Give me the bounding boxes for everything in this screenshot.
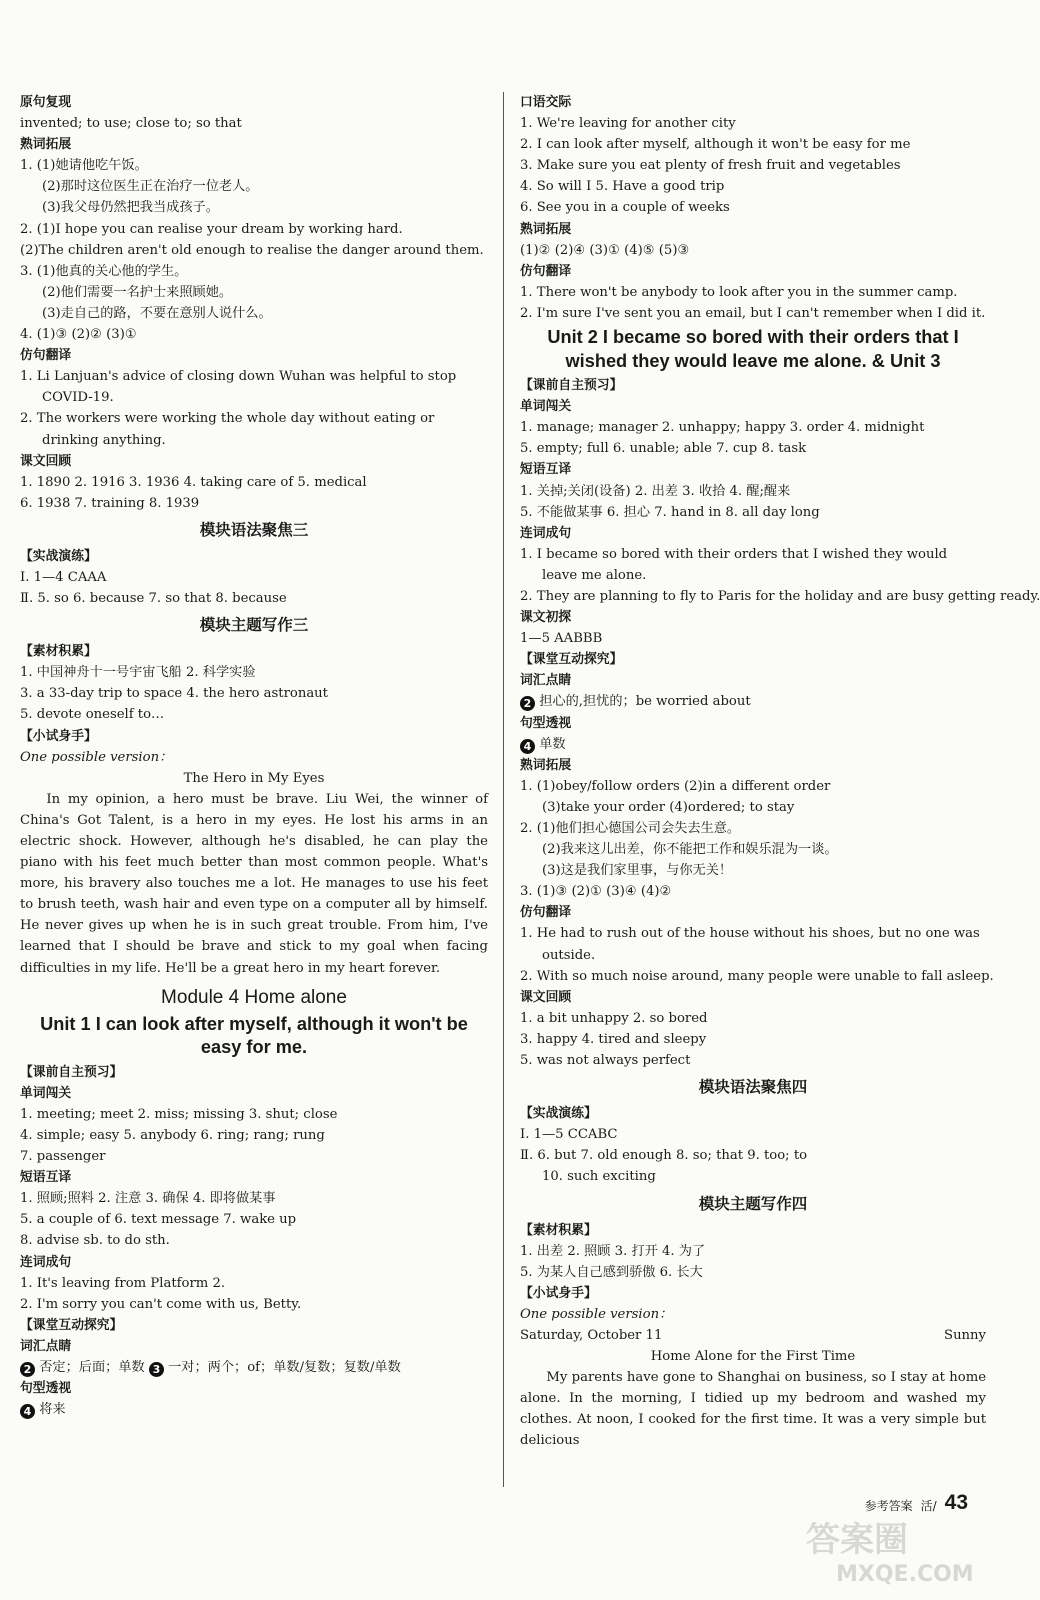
answer-line: (2)The children aren't old enough to realise the danger around them. bbox=[20, 242, 484, 258]
answer-text: 单数 bbox=[535, 736, 566, 752]
answer-line: 3. (1)他真的关心他的学生。 bbox=[20, 263, 188, 279]
answer-line: 2. I'm sure I've sent you an email, but I can't remember when I did it. bbox=[520, 305, 986, 321]
answer-line: 1. 关掉;关闭(设备) 2. 出差 3. 收拾 4. 醒;醒来 bbox=[520, 483, 791, 499]
circled-number: 4 bbox=[520, 739, 535, 754]
section-heading: 课文初探 bbox=[520, 610, 572, 626]
numbered-answer bbox=[20, 1357, 488, 1378]
answer-line: 1. 出差 2. 照顾 3. 打开 4. 为了 bbox=[520, 1243, 706, 1259]
answer-line: 1. I became so bored with their orders that I wished they would leave me alone. bbox=[520, 546, 948, 583]
section-heading: 单词闯关 bbox=[20, 1085, 72, 1101]
answer-line: Ⅱ. 5. so 6. because 7. so that 8. because bbox=[20, 591, 287, 607]
essay-title: Home Alone for the First Time bbox=[650, 1349, 856, 1365]
answer-line: 3. Make sure you eat plenty of fresh fruit and vegetables bbox=[520, 158, 901, 174]
answer-line: 2. They are planning to fly to Paris for the holiday and are busy getting ready. bbox=[520, 588, 1040, 604]
section-heading: 仿句翻译 bbox=[20, 348, 72, 364]
section-heading: 【素材积累】 bbox=[20, 644, 97, 660]
answer-line: 5. 不能做某事 6. 担心 7. hand in 8. all day long bbox=[520, 504, 820, 520]
answer-line: 1. 照顾;照料 2. 注意 3. 确保 4. 即将做某事 bbox=[20, 1191, 276, 1207]
section-heading: 词汇点睛 bbox=[520, 673, 572, 689]
answer-line: (2)那时这位医生正在治疗一位老人。 bbox=[42, 179, 259, 195]
answer-text: 否定；后面；单数 bbox=[35, 1359, 145, 1375]
section-heading: 【课堂互动探究】 bbox=[20, 1317, 123, 1333]
answer-line: (3)take your order (4)ordered; to stay bbox=[542, 799, 795, 815]
section-heading: 连词成句 bbox=[20, 1254, 72, 1270]
answer-line: (1)② (2)④ (3)① (4)⑤ (5)③ bbox=[520, 242, 690, 258]
section-heading: 句型透视 bbox=[20, 1381, 72, 1397]
numbered-answer bbox=[520, 691, 986, 712]
answer-line: 1. 中国神舟十一号宇宙飞船 2. 科学实验 bbox=[20, 665, 256, 681]
section-heading: 短语互译 bbox=[20, 1170, 72, 1186]
section-heading: 熟词拓展 bbox=[520, 757, 572, 773]
answer-line: 7. passenger bbox=[20, 1149, 106, 1165]
answer-line: 2. (1)I hope you can realise your dream by working hard. bbox=[20, 221, 403, 237]
answer-line: invented; to use; close to; so that bbox=[20, 116, 242, 132]
essay-title: The Hero in My Eyes bbox=[183, 770, 325, 786]
section-heading: 课文回顾 bbox=[520, 989, 572, 1005]
section-heading: 【素材积累】 bbox=[520, 1222, 597, 1238]
section-heading: 单词闯关 bbox=[520, 399, 572, 415]
answer-line: 2. The workers were working the whole day without eating or drinking anything. bbox=[20, 411, 435, 448]
section-heading: 【课前自主预习】 bbox=[20, 1064, 123, 1080]
answer-line: 1. (1)她请他吃午饭。 bbox=[20, 158, 148, 174]
version-label: One possible version： bbox=[20, 749, 173, 765]
answer-line: 2. I can look after myself, although it won't be easy for me bbox=[520, 137, 911, 153]
unit-title: Unit 2 I became so bored with their orders that I wished they would leave me alone. & Unit 3 bbox=[547, 327, 959, 371]
answer-line: Ⅱ. 6. but 7. old enough 8. so; that 9. too; to bbox=[520, 1148, 808, 1164]
module-section-title: 模块主题写作三 bbox=[199, 616, 309, 635]
answer-line: 1. It's leaving from Platform 2. bbox=[20, 1275, 226, 1291]
page-number: 43 bbox=[944, 1491, 968, 1514]
circled-number: 3 bbox=[149, 1362, 164, 1377]
answer-line: 4. So will I 5. Have a good trip bbox=[520, 179, 725, 195]
section-heading: 连词成句 bbox=[520, 525, 572, 541]
answer-line: 1. He had to rush out of the house without his shoes, but no one was outside. bbox=[520, 926, 980, 963]
answer-line: 1. meeting; meet 2. miss; missing 3. shut; close bbox=[20, 1106, 338, 1122]
module-section-title: 模块语法聚焦四 bbox=[698, 1078, 808, 1097]
date-text: Saturday, October 11 bbox=[520, 1327, 663, 1343]
answer-line: 2. (1)他们担心德国公司会失去生意。 bbox=[520, 821, 741, 836]
section-heading: 课文回顾 bbox=[20, 453, 72, 469]
footer-code: 活/ bbox=[920, 1499, 937, 1513]
answer-line: 2. With so much noise around, many people were unable to fall asleep. bbox=[520, 968, 994, 984]
right-column bbox=[520, 92, 1040, 1452]
answer-line: 4. (1)③ (2)② (3)① bbox=[20, 327, 137, 343]
answer-text: 将来 bbox=[35, 1402, 66, 1418]
essay-paragraph: My parents have gone to Shanghai on business, so I stay at home alone. In the morning, I tidied up my bedroom and washed my clothes. At noon, I cooked for the first time. It was a very simple but delicious bbox=[520, 1370, 986, 1449]
footer-label: 参考答案 bbox=[864, 1499, 913, 1513]
section-heading: 【课前自主预习】 bbox=[520, 378, 623, 394]
answer-line: 1. manage; manager 2. unhappy; happy 3. order 4. midnight bbox=[520, 420, 925, 436]
column-divider bbox=[503, 92, 504, 1487]
circled-number: 4 bbox=[20, 1404, 35, 1419]
watermark-text: 答案圈 bbox=[806, 1520, 908, 1560]
watermark-logo bbox=[800, 1512, 978, 1596]
answer-line: 1. (1)obey/follow orders (2)in a different order bbox=[520, 778, 831, 794]
answer-line: 3. a 33-day trip to space 4. the hero astronaut bbox=[20, 686, 328, 702]
answer-line: 1. Li Lanjuan's advice of closing down Wuhan was helpful to stop COVID-19. bbox=[20, 369, 457, 406]
answer-line: 5. was not always perfect bbox=[520, 1053, 691, 1069]
answer-line: 4. simple; easy 5. anybody 6. ring; rang; rung bbox=[20, 1127, 325, 1143]
section-heading: 口语交际 bbox=[520, 95, 572, 110]
watermark-domain: MXQE.COM bbox=[836, 1562, 974, 1587]
answer-line: 8. advise sb. to do sth. bbox=[20, 1233, 170, 1249]
answer-line: 5. 为某人自己感到骄傲 6. 长大 bbox=[520, 1264, 703, 1280]
unit-title: Unit 1 I can look after myself, although it won't be easy for me. bbox=[40, 1013, 468, 1058]
answer-line: 1—5 AABBB bbox=[520, 631, 603, 647]
answer-line: 6. See you in a couple of weeks bbox=[520, 200, 730, 216]
version-label: One possible version： bbox=[520, 1306, 673, 1322]
answer-line: 2. I'm sorry you can't come with us, Betty. bbox=[20, 1296, 302, 1312]
numbered-answer bbox=[20, 1399, 488, 1420]
answer-text: 担心的,担忧的；be worried about bbox=[535, 694, 751, 710]
section-heading: 【小试身手】 bbox=[520, 1285, 597, 1301]
numbered-answer bbox=[520, 734, 986, 755]
answer-line: (3)这是我们家里事，与你无关！ bbox=[542, 863, 733, 879]
answer-line: 5. empty; full 6. unable; able 7. cup 8. task bbox=[520, 441, 807, 457]
module-section-title: 模块语法聚焦三 bbox=[199, 520, 309, 539]
answer-line: 1. We're leaving for another city bbox=[520, 116, 736, 132]
section-heading: 【课堂互动探究】 bbox=[520, 652, 623, 668]
answer-line: 1. a bit unhappy 2. so bored bbox=[520, 1010, 708, 1026]
section-heading: 句型透视 bbox=[520, 715, 572, 731]
answer-line: (3)我父母仍然把我当成孩子。 bbox=[42, 200, 219, 216]
section-heading: 熟词拓展 bbox=[20, 137, 72, 153]
answer-line: 3. happy 4. tired and sleepy bbox=[520, 1031, 707, 1047]
answer-text: 一对；两个；of；单数/复数；复数/单数 bbox=[163, 1359, 401, 1375]
page-footer bbox=[865, 1492, 968, 1514]
section-heading: 短语互译 bbox=[520, 462, 572, 478]
section-heading: 词汇点睛 bbox=[20, 1338, 72, 1354]
section-heading: 熟词拓展 bbox=[520, 221, 572, 237]
answer-line: 6. 1938 7. training 8. 1939 bbox=[20, 495, 200, 511]
answer-line: 10. such exciting bbox=[542, 1169, 656, 1185]
date-weather-line bbox=[520, 1325, 986, 1346]
answer-line: Ⅰ. 1—5 CCABC bbox=[520, 1127, 618, 1143]
answer-line: (2)他们需要一名护士来照顾她。 bbox=[42, 284, 233, 300]
answer-line: (3)走自己的路，不要在意别人说什么。 bbox=[42, 305, 272, 321]
circled-number: 2 bbox=[20, 1362, 35, 1377]
answer-line: 1. 1890 2. 1916 3. 1936 4. taking care of 5. medical bbox=[20, 474, 367, 490]
section-heading: 仿句翻译 bbox=[520, 263, 572, 279]
module-section-title: 模块主题写作四 bbox=[698, 1194, 808, 1213]
module-title: Module 4 Home alone bbox=[161, 986, 347, 1008]
essay-paragraph: In my opinion, a hero must be brave. Liu Wei, the winner of China's Got Talent, is a hero in my eyes. He lost his arms in an electric shock. However, although he's disabled, he can play the piano with his feet much better than most common people. What's more, his bravery also touches me a lot. He manages to use his feet to brush teeth, wash hair and even type on a computer all by himself. He never gives up when he is in such great trouble. From him, I've learned that I should be brave and stick to my goal when facing difficulties in my life. He'll be a great hero in my heart forever. bbox=[20, 791, 488, 976]
answer-line: 5. a couple of 6. text message 7. wake up bbox=[20, 1212, 297, 1228]
left-column bbox=[20, 92, 488, 1420]
section-heading: 【实战演练】 bbox=[520, 1106, 597, 1122]
section-heading: 【实战演练】 bbox=[20, 548, 97, 564]
answer-line: Ⅰ. 1—4 CAAA bbox=[20, 569, 107, 585]
section-heading: 原句复现 bbox=[20, 95, 72, 110]
answer-line: 5. devote oneself to… bbox=[20, 707, 165, 723]
weather-text: Sunny bbox=[944, 1327, 986, 1343]
answer-line: 3. (1)③ (2)① (3)④ (4)② bbox=[520, 884, 672, 900]
section-heading: 仿句翻译 bbox=[520, 905, 572, 921]
answer-line: 1. There won't be anybody to look after you in the summer camp. bbox=[520, 284, 958, 300]
circled-number: 2 bbox=[520, 696, 535, 711]
answer-line: (2)我来这儿出差，你不能把工作和娱乐混为一谈。 bbox=[542, 842, 838, 858]
section-heading: 【小试身手】 bbox=[20, 728, 97, 744]
